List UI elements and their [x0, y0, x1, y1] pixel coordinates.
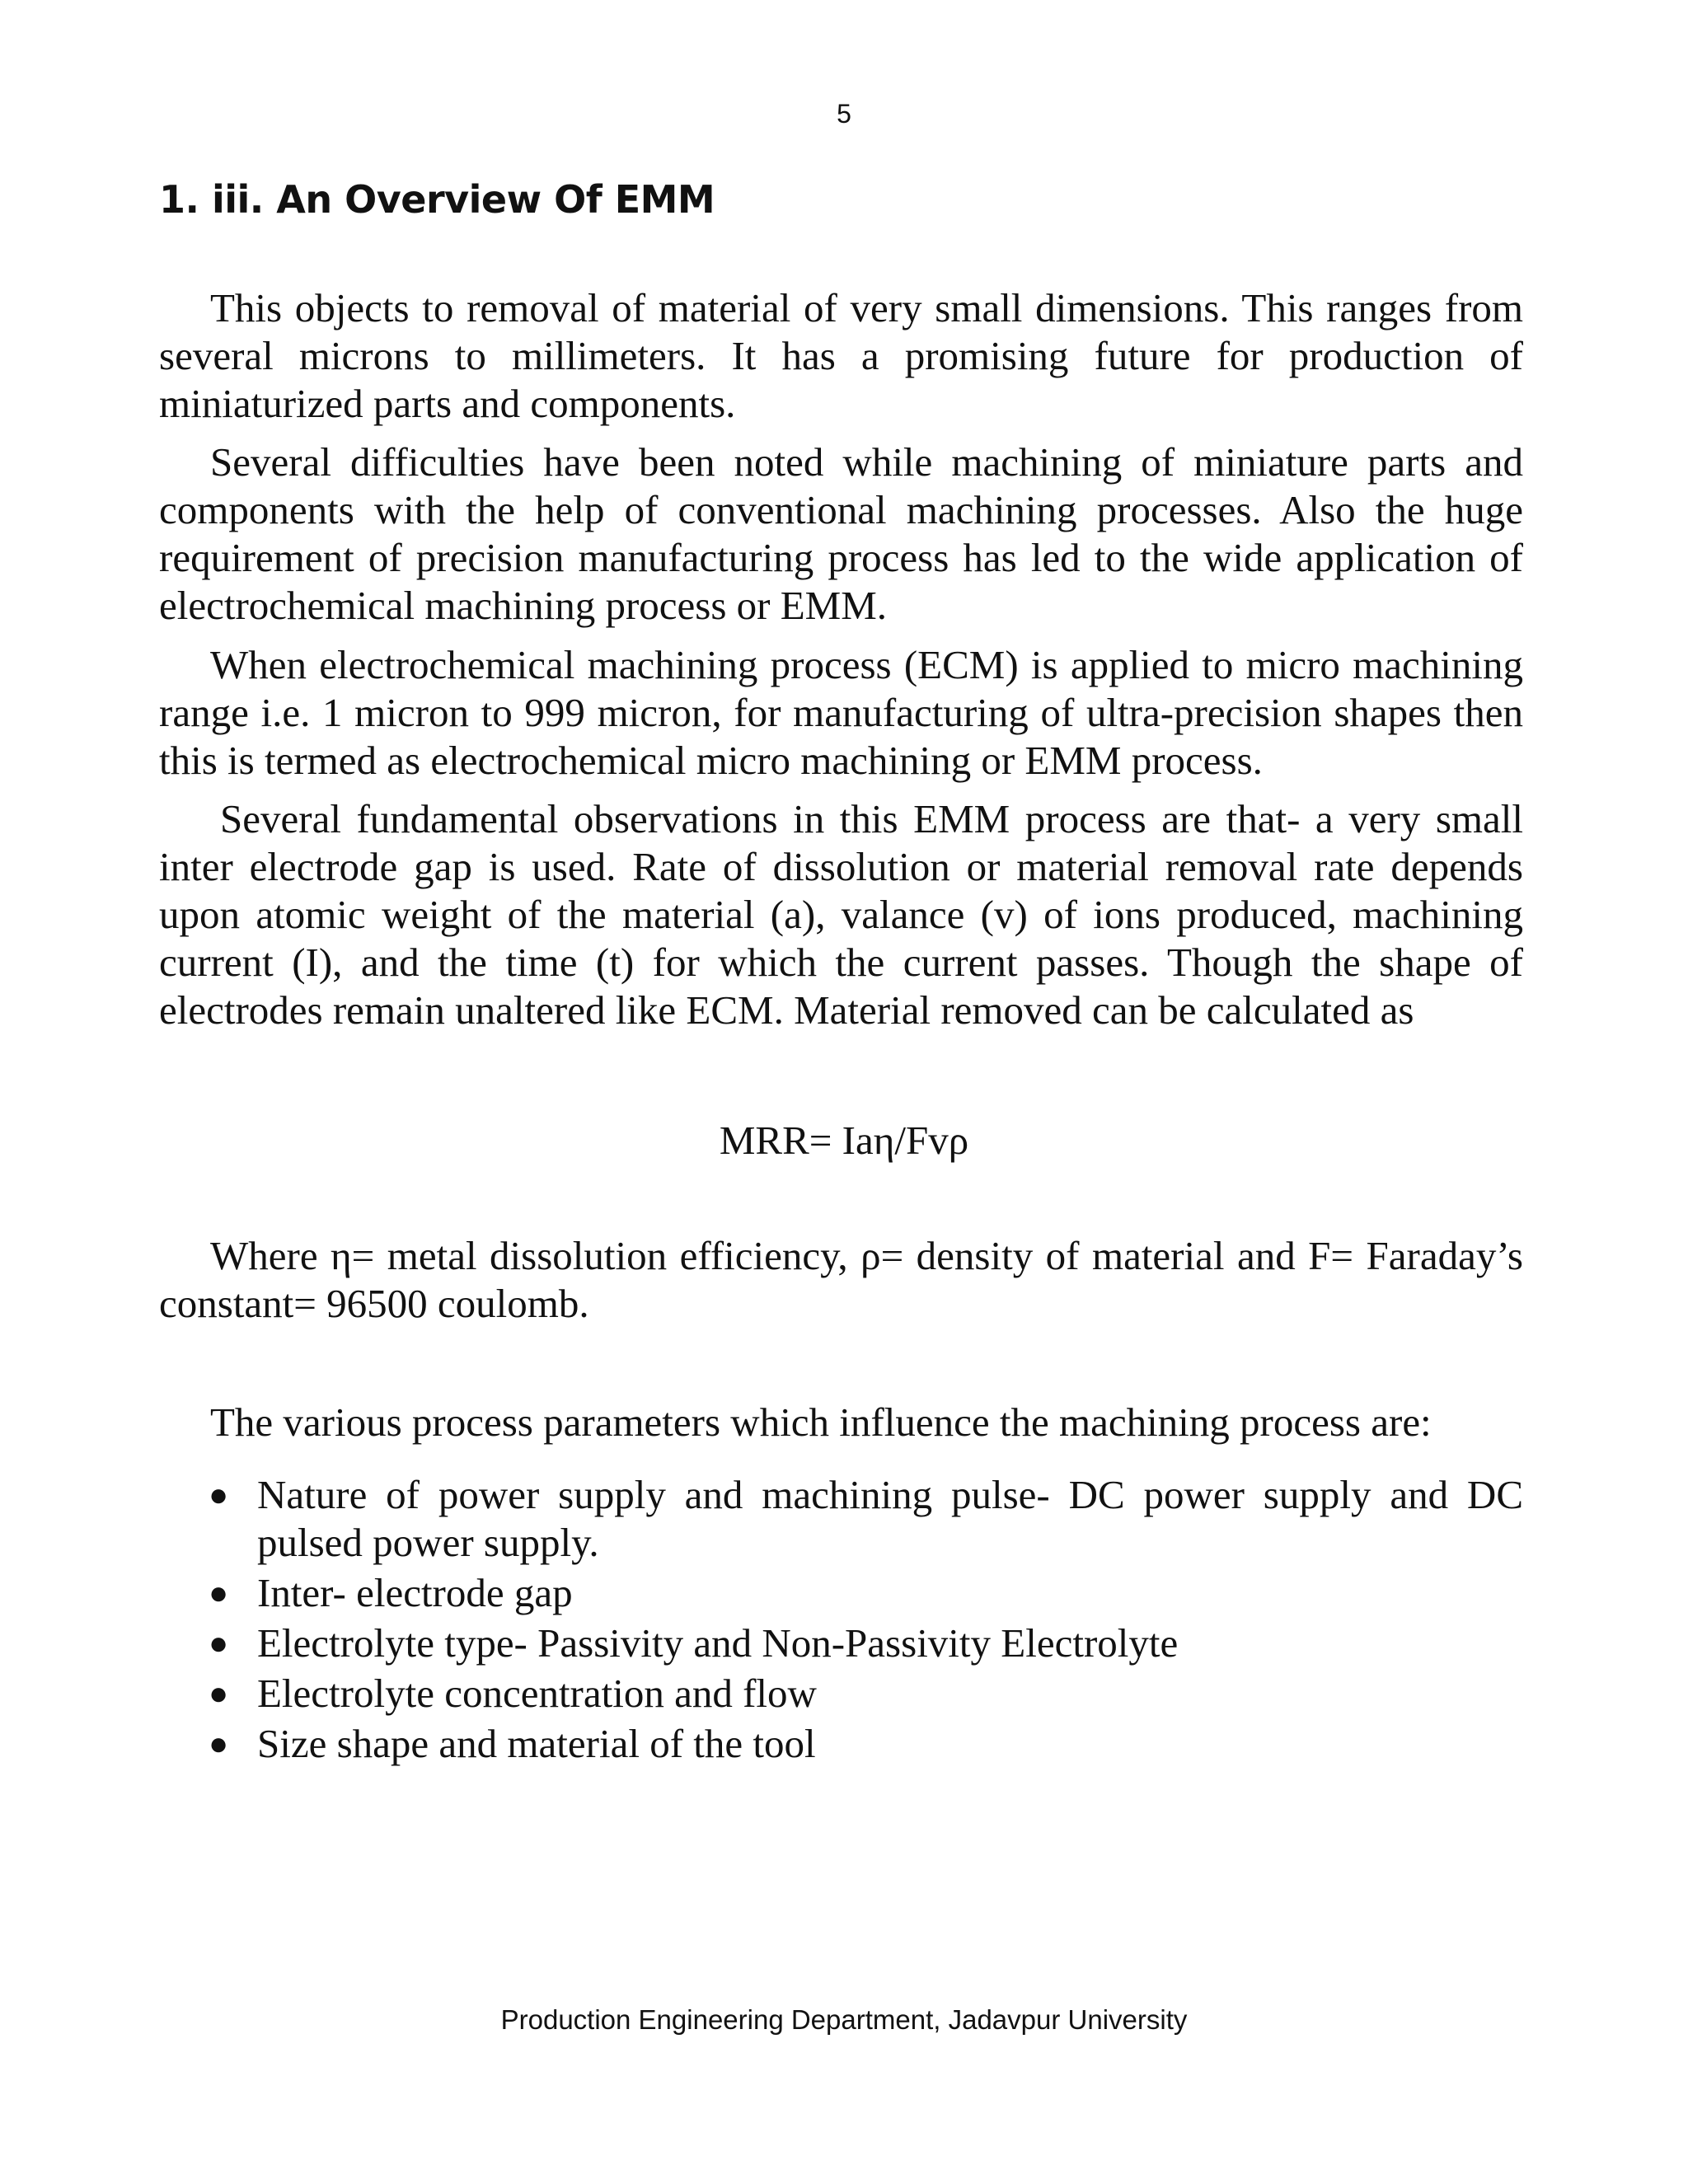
list-item-text: Size shape and material of the tool [257, 1721, 816, 1766]
mrr-formula: MRR= Iaη/Fvρ [719, 1118, 969, 1163]
paragraph-where: Where η= metal dissolution efficiency, ρ= density of material and F= Faraday’s constant= 96500 coulomb. [159, 1233, 1523, 1326]
paragraph-intro: This objects to removal of material of very small dimensions. This ranges from several microns to millimeters. It has a promising future for production of miniaturized parts and components. [159, 285, 1523, 426]
paragraph-ecm-definition: When electrochemical machining process (ECM) is applied to micro machining range i.e. 1 micron to 999 micron, for manufacturing of ultra-precision shapes then this is termed as electrochemical micro machining or EMM process. [159, 642, 1523, 783]
list-item [159, 1569, 1523, 1617]
list-item-text: Nature of power supply and machining pulse- DC power supply and DC pulsed power supply. [257, 1472, 1523, 1565]
list-item-text: Electrolyte concentration and flow [257, 1671, 817, 1716]
list-item-text: Electrolyte type- Passivity and Non-Passivity Electrolyte [257, 1620, 1179, 1666]
bullet-icon: ● [209, 1574, 229, 1611]
page-number: 5 [837, 99, 851, 129]
page-footer: Production Engineering Department, Jadavpur University [500, 2004, 1188, 2035]
bullet-icon: ● [209, 1725, 229, 1762]
bullet-icon: ● [209, 1624, 229, 1661]
bullet-icon: ● [209, 1675, 229, 1712]
list-item-text: Inter- electrode gap [257, 1570, 573, 1615]
bullet-icon: ● [209, 1476, 229, 1513]
paragraph-difficulties: Several difficulties have been noted while machining of miniature parts and components with the help of conventional machining processes. Also the huge requirement of precision manufacturing process has led to the wide application of electrochemical machining process or EMM. [159, 439, 1523, 628]
list-item [159, 1670, 1523, 1718]
list-item [159, 1471, 1523, 1567]
section-heading: 1. iii. An Overview Of EMM [159, 177, 715, 222]
paragraph-observations: Several fundamental observations in this EMM process are that- a very small inter electrode gap is used. Rate of dissolution or material removal rate depends upon atomic weight of the material (a), valance (v) of ions produced, machining current (I), and the time (t) for which the current passes. Though the shape of electrodes remain unaltered like ECM. Material removed can be calculated as [159, 796, 1523, 1033]
parameter-list [159, 1471, 1523, 1770]
list-item [159, 1720, 1523, 1768]
paragraph-params-intro: The various process parameters which influence the machining process are: [210, 1399, 1432, 1445]
list-item [159, 1619, 1523, 1667]
